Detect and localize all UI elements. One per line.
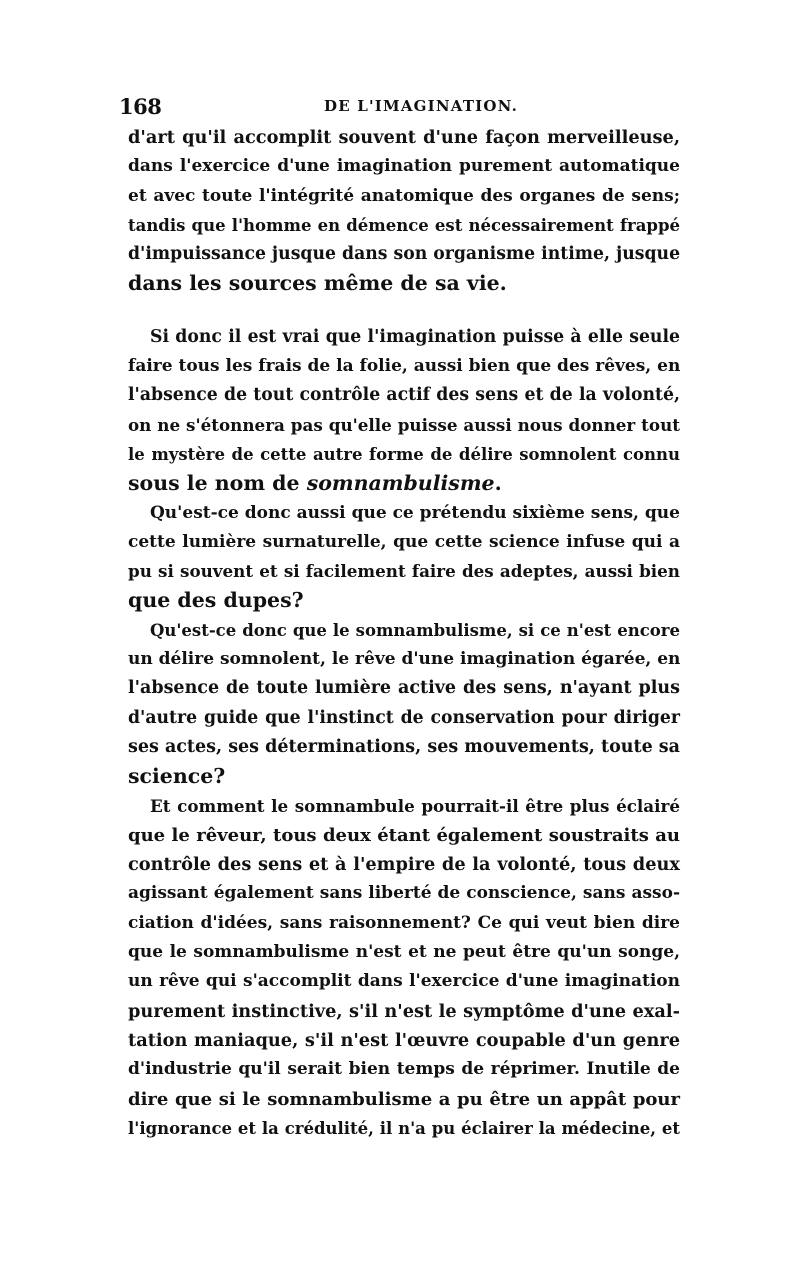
paragraph	[128, 499, 680, 616]
page-number: 168	[119, 94, 162, 119]
text-line: dans les sources même de sa vie.	[128, 271, 507, 296]
paragraph	[128, 123, 680, 299]
text-line: dire que si le somnambulisme a pu être un appât pour	[128, 1088, 680, 1110]
text-line: tation maniaque, s'il n'est l'œuvre coupable d'un genre	[128, 1029, 680, 1051]
text-line	[128, 469, 680, 498]
text-line: que le rêveur, tous deux étant également soustraits au	[128, 824, 680, 846]
text-line: le mystère de cette autre forme de délire somnolent connu	[128, 444, 680, 464]
text-line: Si donc il est vrai que l'imagination puisse à elle seule	[150, 326, 680, 347]
text-line: pu si souvent et si facilement faire des adeptes, aussi bien	[128, 561, 680, 582]
text-line: d'impuissance jusque dans son organisme intime, jusque	[128, 244, 681, 265]
text-line: et avec toute l'intégrité anatomique des organes de sens;	[128, 185, 680, 206]
punctuation: .	[494, 471, 502, 496]
text-line: ses actes, ses déterminations, ses mouvements, toute sa	[128, 736, 680, 757]
text-line: faire tous les frais de la folie, aussi bien que des rêves, en	[128, 356, 681, 377]
text-line: un délire somnolent, le rêve d'une imagination égarée, en	[128, 649, 681, 670]
text-line: d'art qu'il accomplit souvent d'une façon merveilleuse,	[128, 127, 680, 148]
italic-term: somnambulisme	[306, 471, 495, 496]
text-line: cette lumière surnaturelle, que cette science infuse qui a	[128, 531, 680, 552]
page-header	[119, 94, 679, 120]
text-line: que le somnambulisme n'est et ne peut être qu'un songe,	[128, 942, 680, 963]
text-line: science?	[128, 764, 226, 789]
text-line: que des dupes?	[128, 588, 304, 613]
text-line: l'absence de tout contrôle actif des sens et de la volonté,	[128, 385, 680, 406]
text-line: d'autre guide que l'instinct de conservation pour diriger	[128, 707, 680, 728]
text-line: purement instinctive, s'il n'est le symptôme d'une exal-	[128, 1000, 680, 1022]
text-line: tandis que l'homme en démence est nécessairement frappé	[128, 215, 680, 235]
text-line: agissant également sans liberté de conscience, sans asso-	[128, 883, 680, 904]
paragraph	[128, 323, 680, 499]
body-text	[128, 123, 680, 1143]
text-line: ciation d'idées, sans raisonnement? Ce qui veut bien dire	[128, 912, 680, 933]
running-title: DE L'IMAGINATION.	[324, 97, 519, 115]
text-line: l'ignorance et la crédulité, il n'a pu éclairer la médecine, et	[128, 1118, 680, 1138]
paragraph	[128, 792, 680, 1144]
text-line: l'absence de toute lumière active des sens, n'ayant plus	[128, 678, 680, 699]
text-line: Qu'est-ce donc que le somnambulisme, si ce n'est encore	[150, 620, 680, 640]
text-line: Qu'est-ce donc aussi que ce prétendu sixième sens, que	[150, 502, 680, 523]
text-line: un rêve qui s'accomplit dans l'exercice d'une imagination	[128, 971, 680, 992]
text-line: on ne s'étonnera pas qu'elle puisse aussi nous donner tout	[128, 414, 680, 435]
text-line: contrôle des sens et à l'empire de la volonté, tous deux	[128, 854, 680, 876]
text-line: d'industrie qu'il serait bien temps de réprimer. Inutile de	[128, 1059, 680, 1080]
text-segment: sous le nom de	[128, 471, 307, 496]
text-line: Et comment le somnambule pourrait-il être plus éclairé	[150, 795, 680, 816]
paragraph-gap	[128, 299, 680, 323]
text-line: dans l'exercice d'une imagination purement automatique	[128, 156, 680, 177]
paragraph	[128, 616, 680, 792]
